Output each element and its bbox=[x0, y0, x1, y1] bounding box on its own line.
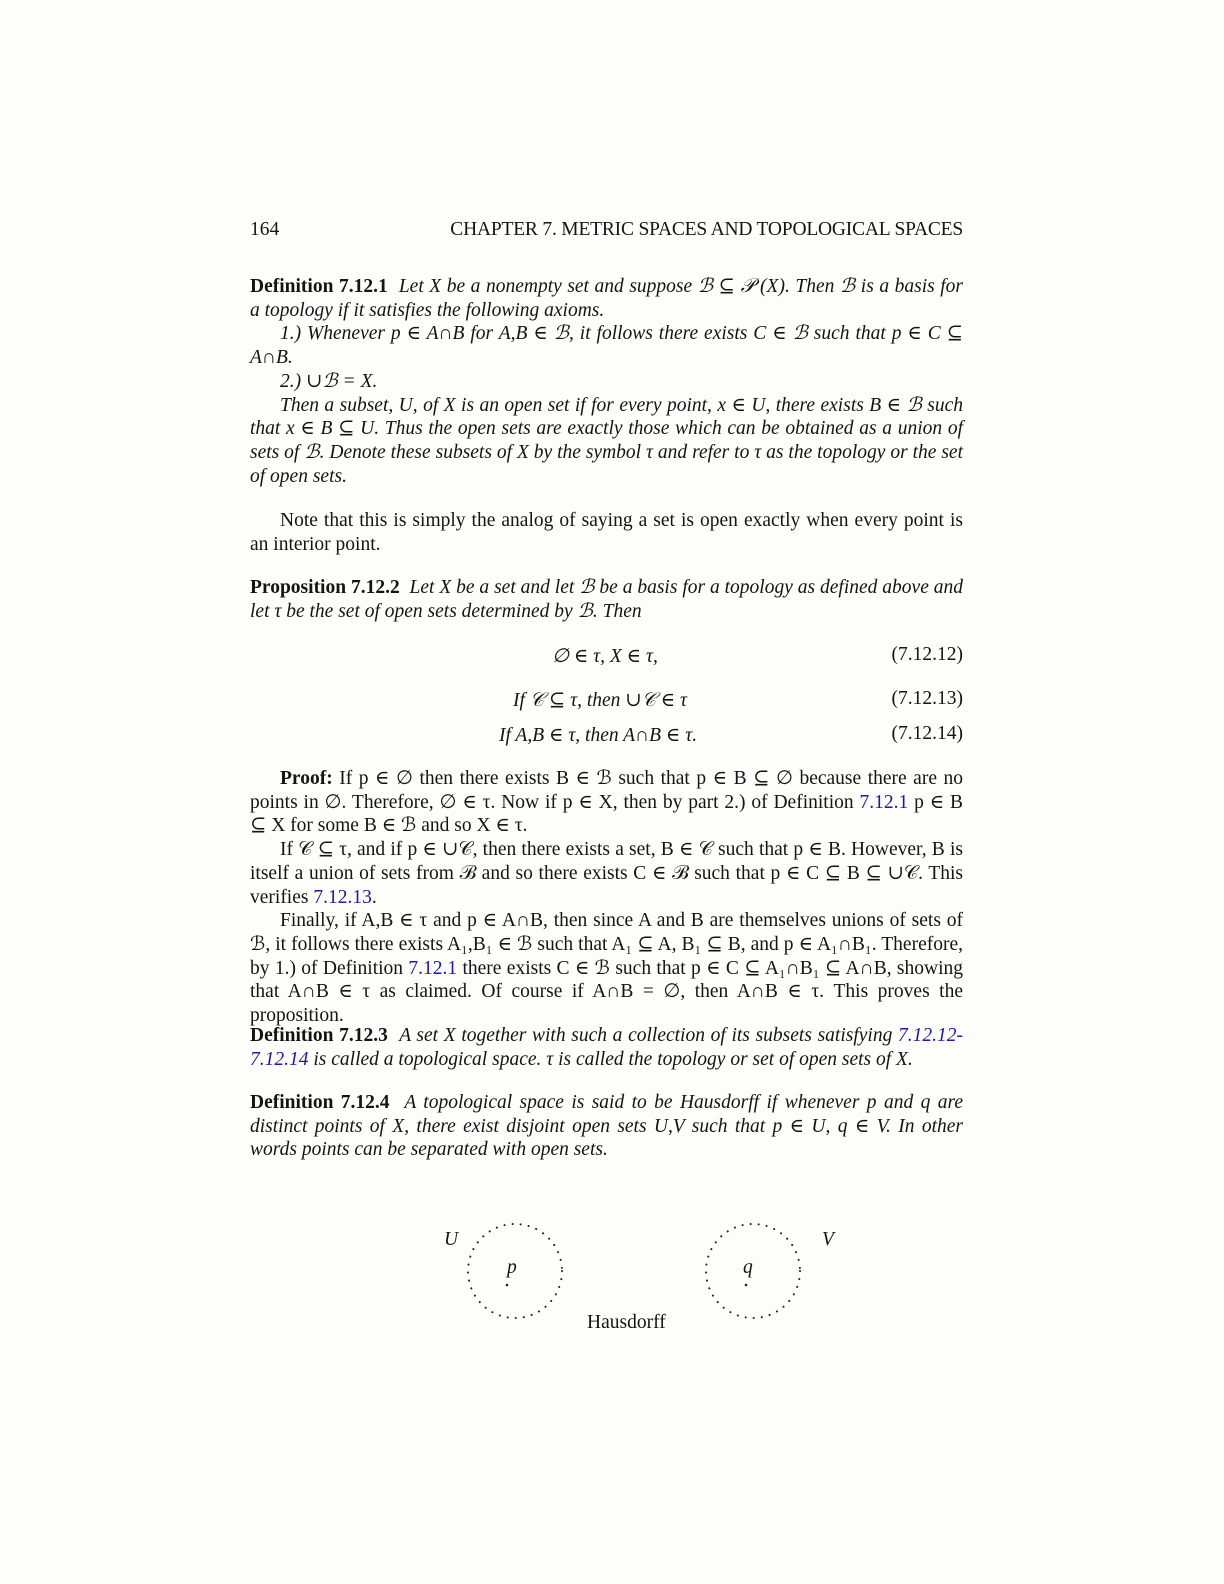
definition-label: Definition 7.12.3 bbox=[250, 1025, 388, 1046]
proof-text: Finally, if A,B ∈ τ and p ∈ A∩B, then since A and B are themselves unions of sets of ℬ, it follows there exists A₁,B₁ ∈ ℬ such that A₁ ⊆ A, B₁ ⊆ B, and p ∈ A₁∩B₁. Therefore, by 1.) of Definition bbox=[250, 910, 963, 979]
set-u-label: U bbox=[444, 1229, 459, 1250]
axiom-1: 1.) Whenever p ∈ A∩B for A,B ∈ ℬ, it follows there exists C ∈ ℬ such that p ∈ C ⊆ A∩B. bbox=[250, 323, 963, 369]
set-v-label: V bbox=[822, 1229, 834, 1250]
running-header bbox=[250, 219, 963, 243]
definition-body-pre: Then a subset, U, of X is an open set if for every point, x ∈ U bbox=[280, 394, 766, 416]
open-set-v-circle bbox=[706, 1224, 800, 1318]
ref-link-equation-7-12-13[interactable]: 7.12.13 bbox=[313, 886, 372, 908]
proof-paragraph-1 bbox=[250, 767, 963, 838]
figure-caption: Hausdorff bbox=[587, 1312, 666, 1333]
proposition-label: Proposition 7.12.2 bbox=[250, 577, 400, 598]
point-q-dot bbox=[745, 1284, 748, 1287]
proof-label: Proof: bbox=[280, 768, 333, 789]
proof-text: . bbox=[371, 886, 377, 908]
equation-row bbox=[250, 688, 963, 712]
definition-text: is called a topological space. τ is called the topology or set of open sets of X. bbox=[308, 1048, 913, 1070]
proposition-text: Let X be a set and let ℬ be a basis for a topology as defined above and let τ be the set of open sets determined by ℬ. Then bbox=[250, 577, 963, 622]
proof-text: If 𝒞 ⊆ τ, and if p ∈ ∪𝒞, then there exists a set, B ∈ 𝒞 such that p ∈ B. However, B is itself a union of sets from ℬ and so there exists C ∈ ℬ such that p ∈ C ⊆ B ⊆ ∪𝒞. This verifies bbox=[250, 839, 963, 908]
note-text: Note that this is simply the analog of saying a set is open exactly when every point is an interior point. bbox=[250, 510, 963, 555]
definition-text: A set X together with such a collection of its subsets satisfying bbox=[399, 1025, 898, 1046]
equation-number: (7.12.12) bbox=[891, 644, 963, 665]
proof-paragraph-3 bbox=[250, 909, 963, 1028]
equation-row bbox=[250, 723, 963, 747]
point-p-dot bbox=[506, 1284, 509, 1287]
proposition-7-12-2 bbox=[250, 576, 963, 623]
ref-link-equation-7-12-12[interactable]: 7.12.12 bbox=[898, 1025, 957, 1046]
equation-expr: If 𝒞 ⊆ τ, then ∪𝒞 ∈ τ bbox=[513, 690, 687, 711]
definition-label: Definition 7.12.4 bbox=[250, 1092, 390, 1113]
equation-expr: ∅ ∈ τ, X ∈ τ, bbox=[552, 646, 658, 667]
range-dash: - bbox=[956, 1025, 963, 1046]
chapter-title: CHAPTER 7. METRIC SPACES AND TOPOLOGICAL SPACES bbox=[450, 219, 963, 240]
note-paragraph bbox=[250, 509, 963, 556]
equation-row bbox=[250, 644, 963, 668]
axiom-2: 2.) ∪ℬ = X. bbox=[280, 370, 378, 392]
definition-text: A topological space is said to be Hausdorff if whenever p and q are distinct points of X, there exist disjoint open sets U,V such that p ∈ U, q ∈ V. In other words points can be separated with open sets. bbox=[250, 1092, 963, 1161]
ref-link-definition-7-12-1[interactable]: 7.12.1 bbox=[408, 957, 458, 979]
proof-text: p ∈ B ⊆ X for some B ∈ ℬ and so X ∈ τ. bbox=[250, 791, 963, 837]
definition-7-12-4 bbox=[250, 1091, 963, 1162]
definition-7-12-3 bbox=[250, 1024, 963, 1071]
proof-paragraph-2 bbox=[250, 838, 963, 909]
equation-expr: If A,B ∈ τ, then A∩B ∈ τ. bbox=[499, 725, 698, 746]
definition-body bbox=[250, 394, 963, 489]
definition-label: Definition 7.12.1 bbox=[250, 276, 388, 297]
definition-intro: Let X be a nonempty set and suppose ℬ ⊆ 𝒫 (X). Then ℬ is a basis for a topology if it satisfies the following axioms. bbox=[250, 276, 964, 321]
ref-link-equation-7-12-14[interactable]: 7.12.14 bbox=[250, 1048, 309, 1070]
definition-7-12-1 bbox=[250, 275, 963, 488]
equation-number: (7.12.13) bbox=[891, 688, 963, 709]
definition-body-post: , there exists B ∈ ℬ such that x ∈ B ⊆ U. Thus the open sets are exactly those which can be obtained as a union of sets of ℬ. Denote these subsets of X by the symbol τ and refer to τ as the topology or the set of open sets. bbox=[250, 394, 963, 487]
proof-block bbox=[250, 767, 963, 1028]
point-q-label: q bbox=[743, 1257, 753, 1278]
page-number: 164 bbox=[250, 219, 280, 240]
equation-number: (7.12.14) bbox=[891, 723, 963, 744]
point-p-label: p bbox=[507, 1257, 517, 1278]
proof-text: If p ∈ ∅ then there exists B ∈ ℬ such that p ∈ B ⊆ ∅ because there are no points in ∅. Therefore, ∅ ∈ τ. Now if p ∈ X, then by part 2.) of Definition bbox=[250, 768, 964, 813]
ref-link-definition-7-12-1[interactable]: 7.12.1 bbox=[859, 791, 909, 813]
proof-text: there exists C ∈ ℬ such that p ∈ C ⊆ A₁∩B₁ ⊆ A∩B, showing that A∩B ∈ τ as claimed. Of course if A∩B = ∅, then A∩B ∈ τ. This proves the proposition. bbox=[250, 957, 964, 1027]
